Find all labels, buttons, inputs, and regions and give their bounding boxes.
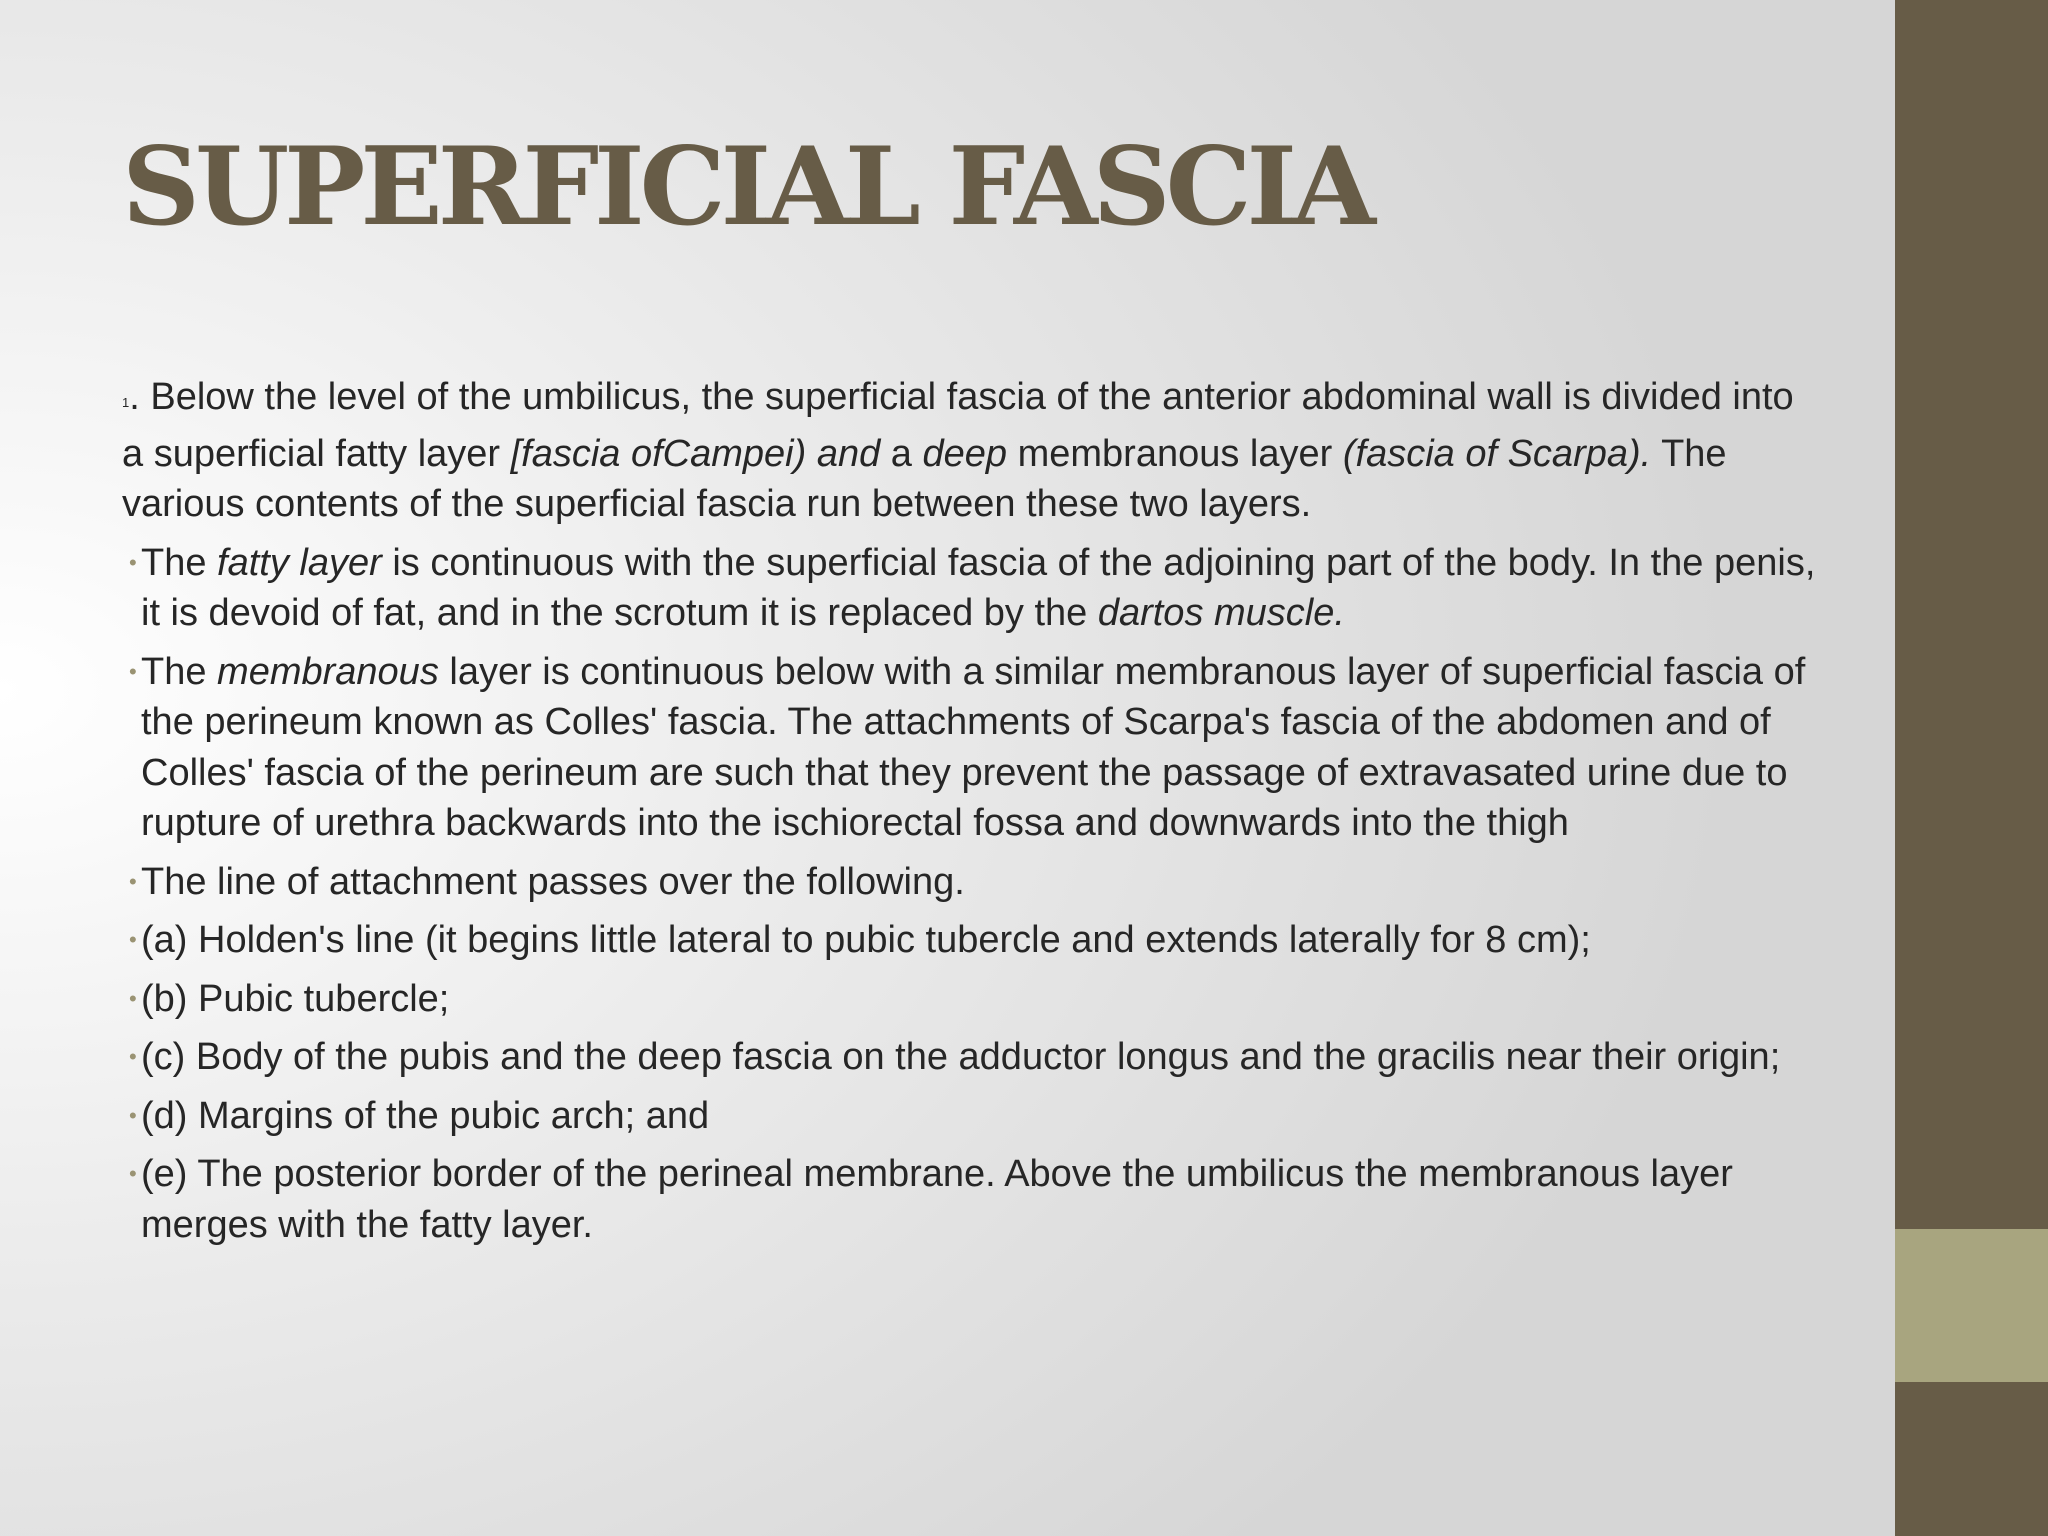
intro-italic-scarpa: (fascia of Scarpa).	[1342, 432, 1652, 475]
list-item-b	[122, 974, 1822, 1025]
item-text: (d) Margins of the pubic arch; and	[141, 1094, 710, 1137]
item-text: is continuous with the superficial fascia of the adjoining part of the body. In the penis, it is devoid of fat, and in the scrotum it is replaced by the	[141, 541, 1816, 634]
intro-text: membranous layer	[1007, 432, 1343, 475]
bullet-list	[122, 538, 1822, 1251]
intro-paragraph	[122, 372, 1822, 530]
intro-text: The various contents of the superficial fascia run between these two layers.	[122, 432, 1727, 525]
intro-italic-deep: deep	[922, 432, 1008, 475]
bullet-icon: •	[129, 1161, 137, 1186]
item-text: The	[141, 650, 218, 693]
intro-italic-campei: [fascia ofCampei) and	[510, 432, 881, 475]
item-text: (b) Pubic tubercle;	[141, 977, 450, 1020]
sidebar-decoration	[1895, 0, 2048, 1536]
list-item-attachment	[122, 857, 1822, 908]
item-italic: membranous	[217, 650, 439, 693]
list-item-d	[122, 1091, 1822, 1142]
list-item-fatty-layer	[122, 538, 1822, 639]
item-text: (c) Body of the pubis and the deep fascia on the adductor longus and the gracilis near their origin;	[141, 1036, 1781, 1078]
item-text: (e) The posterior border of the perineal membrane. Above the umbilicus the membranous layer merges with the fatty layer.	[141, 1153, 1733, 1246]
bullet-icon: •	[129, 658, 137, 684]
sidebar-accent-block	[1895, 1229, 2048, 1382]
intro-text: . Below the level of the umbilicus, the superficial fascia of the anterior abdominal wall is divided into a superficial fatty layer	[122, 376, 1794, 475]
bullet-icon: •	[129, 1102, 137, 1128]
bullet-icon: •	[129, 1044, 137, 1069]
list-item-c	[122, 1032, 1822, 1083]
list-item-a	[122, 915, 1822, 966]
item-text: The line of attachment passes over the following.	[141, 860, 965, 903]
slide-title: SUPERFICIAL FASCIA	[122, 124, 1371, 250]
slide-body	[122, 372, 1822, 1258]
list-item-membranous-layer	[122, 647, 1822, 849]
bullet-icon: •	[129, 868, 137, 894]
intro-text: a	[880, 432, 923, 475]
bullet-icon: •	[129, 549, 137, 575]
item-text: (a) Holden's line (it begins little lateral to pubic tubercle and extends laterally for 8 cm);	[141, 919, 1591, 961]
item-italic: dartos muscle.	[1097, 592, 1345, 634]
paragraph-number: 1	[122, 395, 130, 410]
item-text: The	[141, 541, 218, 584]
bullet-icon: •	[129, 985, 137, 1011]
item-text: layer is continuous below with a similar membranous layer of superficial fascia of the perineum known as Colles' fascia. The attachments of Scarpa's fascia of the abdomen and of Colles' fascia of the perineum are such that they prevent the passage of extravasated urine due to rupture of urethra backwards into the ischiorectal fossa and downwards into the thigh	[141, 650, 1806, 844]
item-italic: fatty layer	[217, 541, 382, 584]
bullet-icon: •	[129, 927, 137, 952]
list-item-e	[122, 1149, 1822, 1250]
